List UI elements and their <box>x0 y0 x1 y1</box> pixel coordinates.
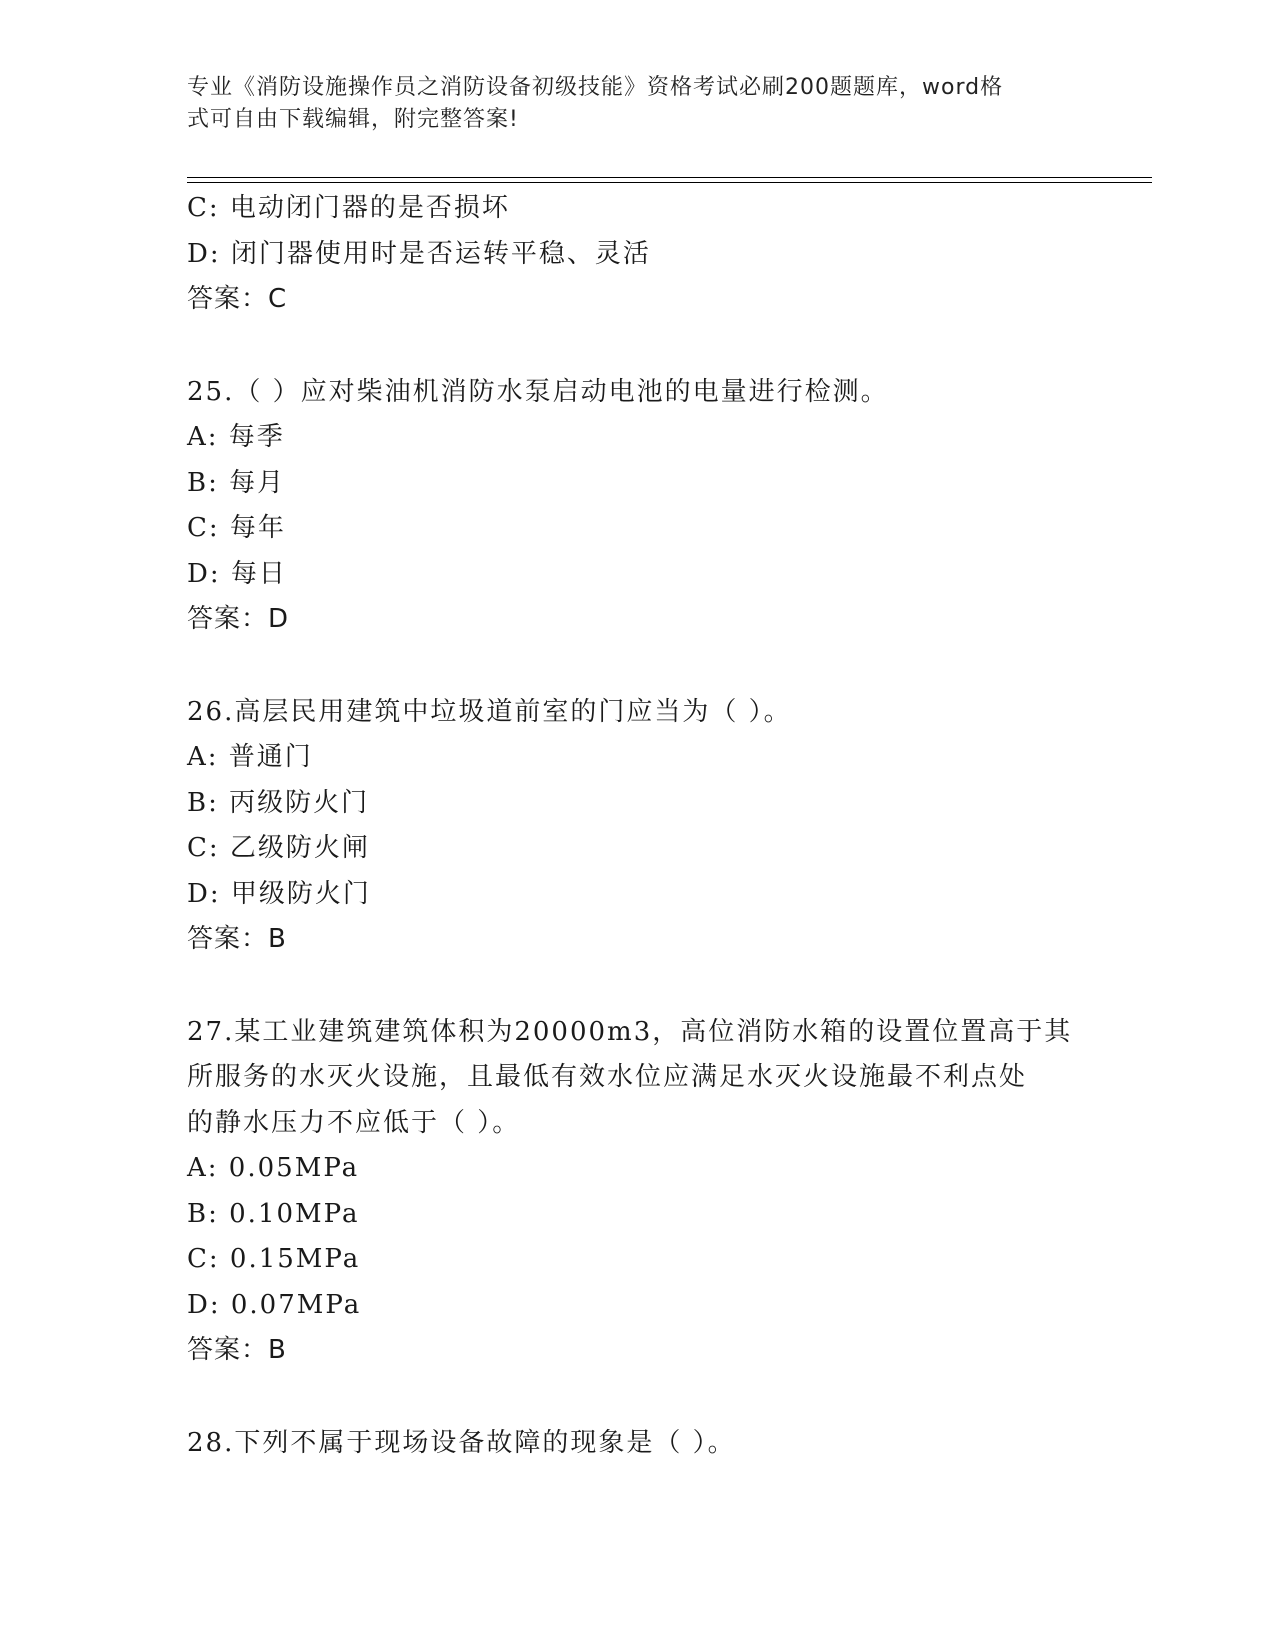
question-text: 28.下列不属于现场设备故障的现象是（ ）。 <box>187 1427 736 1458</box>
question-text-line-2: 所服务的水灭火设施，且最低有效水位应满足水灭火设施最不利点处 <box>187 1062 1028 1092</box>
question-list <box>187 186 1087 1466</box>
option-d: D: 0.07MPa <box>187 1289 362 1320</box>
question-text-line-1: 27.某工业建筑建筑体积为20000m3，高位消防水箱的设置位置高于其 <box>187 1016 1073 1047</box>
option-c: C: 电动闭门器的是否损坏 <box>187 193 510 223</box>
option-c: C: 乙级防火闸 <box>187 833 370 863</box>
option-d: D: 每日 <box>187 558 287 589</box>
question-28 <box>187 1421 1087 1467</box>
question-26 <box>187 690 1087 963</box>
option-b: B: 丙级防火门 <box>187 787 370 818</box>
question-27 <box>187 1010 1087 1374</box>
option-d: D: 甲级防火门 <box>187 878 371 909</box>
answer-label: 答案：B <box>187 1335 287 1365</box>
answer-label: 答案：C <box>187 284 288 314</box>
option-c: C: 每年 <box>187 513 286 543</box>
option-d: D: 闭门器使用时是否运转平稳、灵活 <box>187 238 651 269</box>
document-header <box>187 72 1067 136</box>
header-line-1: 专业《消防设施操作员之消防设备初级技能》资格考试必刷200题题库，word格 <box>187 75 1004 100</box>
spacer <box>187 963 1087 1010</box>
question-text: 25.（ ）应对柴油机消防水泵启动电池的电量进行检测。 <box>187 376 889 407</box>
previous-question-tail <box>187 186 1087 323</box>
question-25 <box>187 370 1087 643</box>
spacer <box>187 1374 1087 1421</box>
option-a: A: 普通门 <box>187 742 313 772</box>
question-text-line-3: 的静水压力不应低于（ ）。 <box>187 1107 521 1138</box>
header-rule-top <box>187 177 1152 178</box>
header-line-2: 式可自由下载编辑，附完整答案! <box>187 107 519 132</box>
answer-label: 答案：D <box>187 604 290 634</box>
spacer <box>187 643 1087 690</box>
header-rule-bottom <box>187 182 1152 183</box>
option-a: A: 0.05MPa <box>187 1153 360 1183</box>
option-b: B: 每月 <box>187 467 286 498</box>
option-c: C: 0.15MPa <box>187 1244 361 1274</box>
option-b: B: 0.10MPa <box>187 1198 360 1229</box>
option-a: A: 每季 <box>187 422 285 452</box>
spacer <box>187 323 1087 370</box>
question-text: 26.高层民用建筑中垃圾道前室的门应当为（ ）。 <box>187 696 792 727</box>
answer-label: 答案：B <box>187 924 287 954</box>
